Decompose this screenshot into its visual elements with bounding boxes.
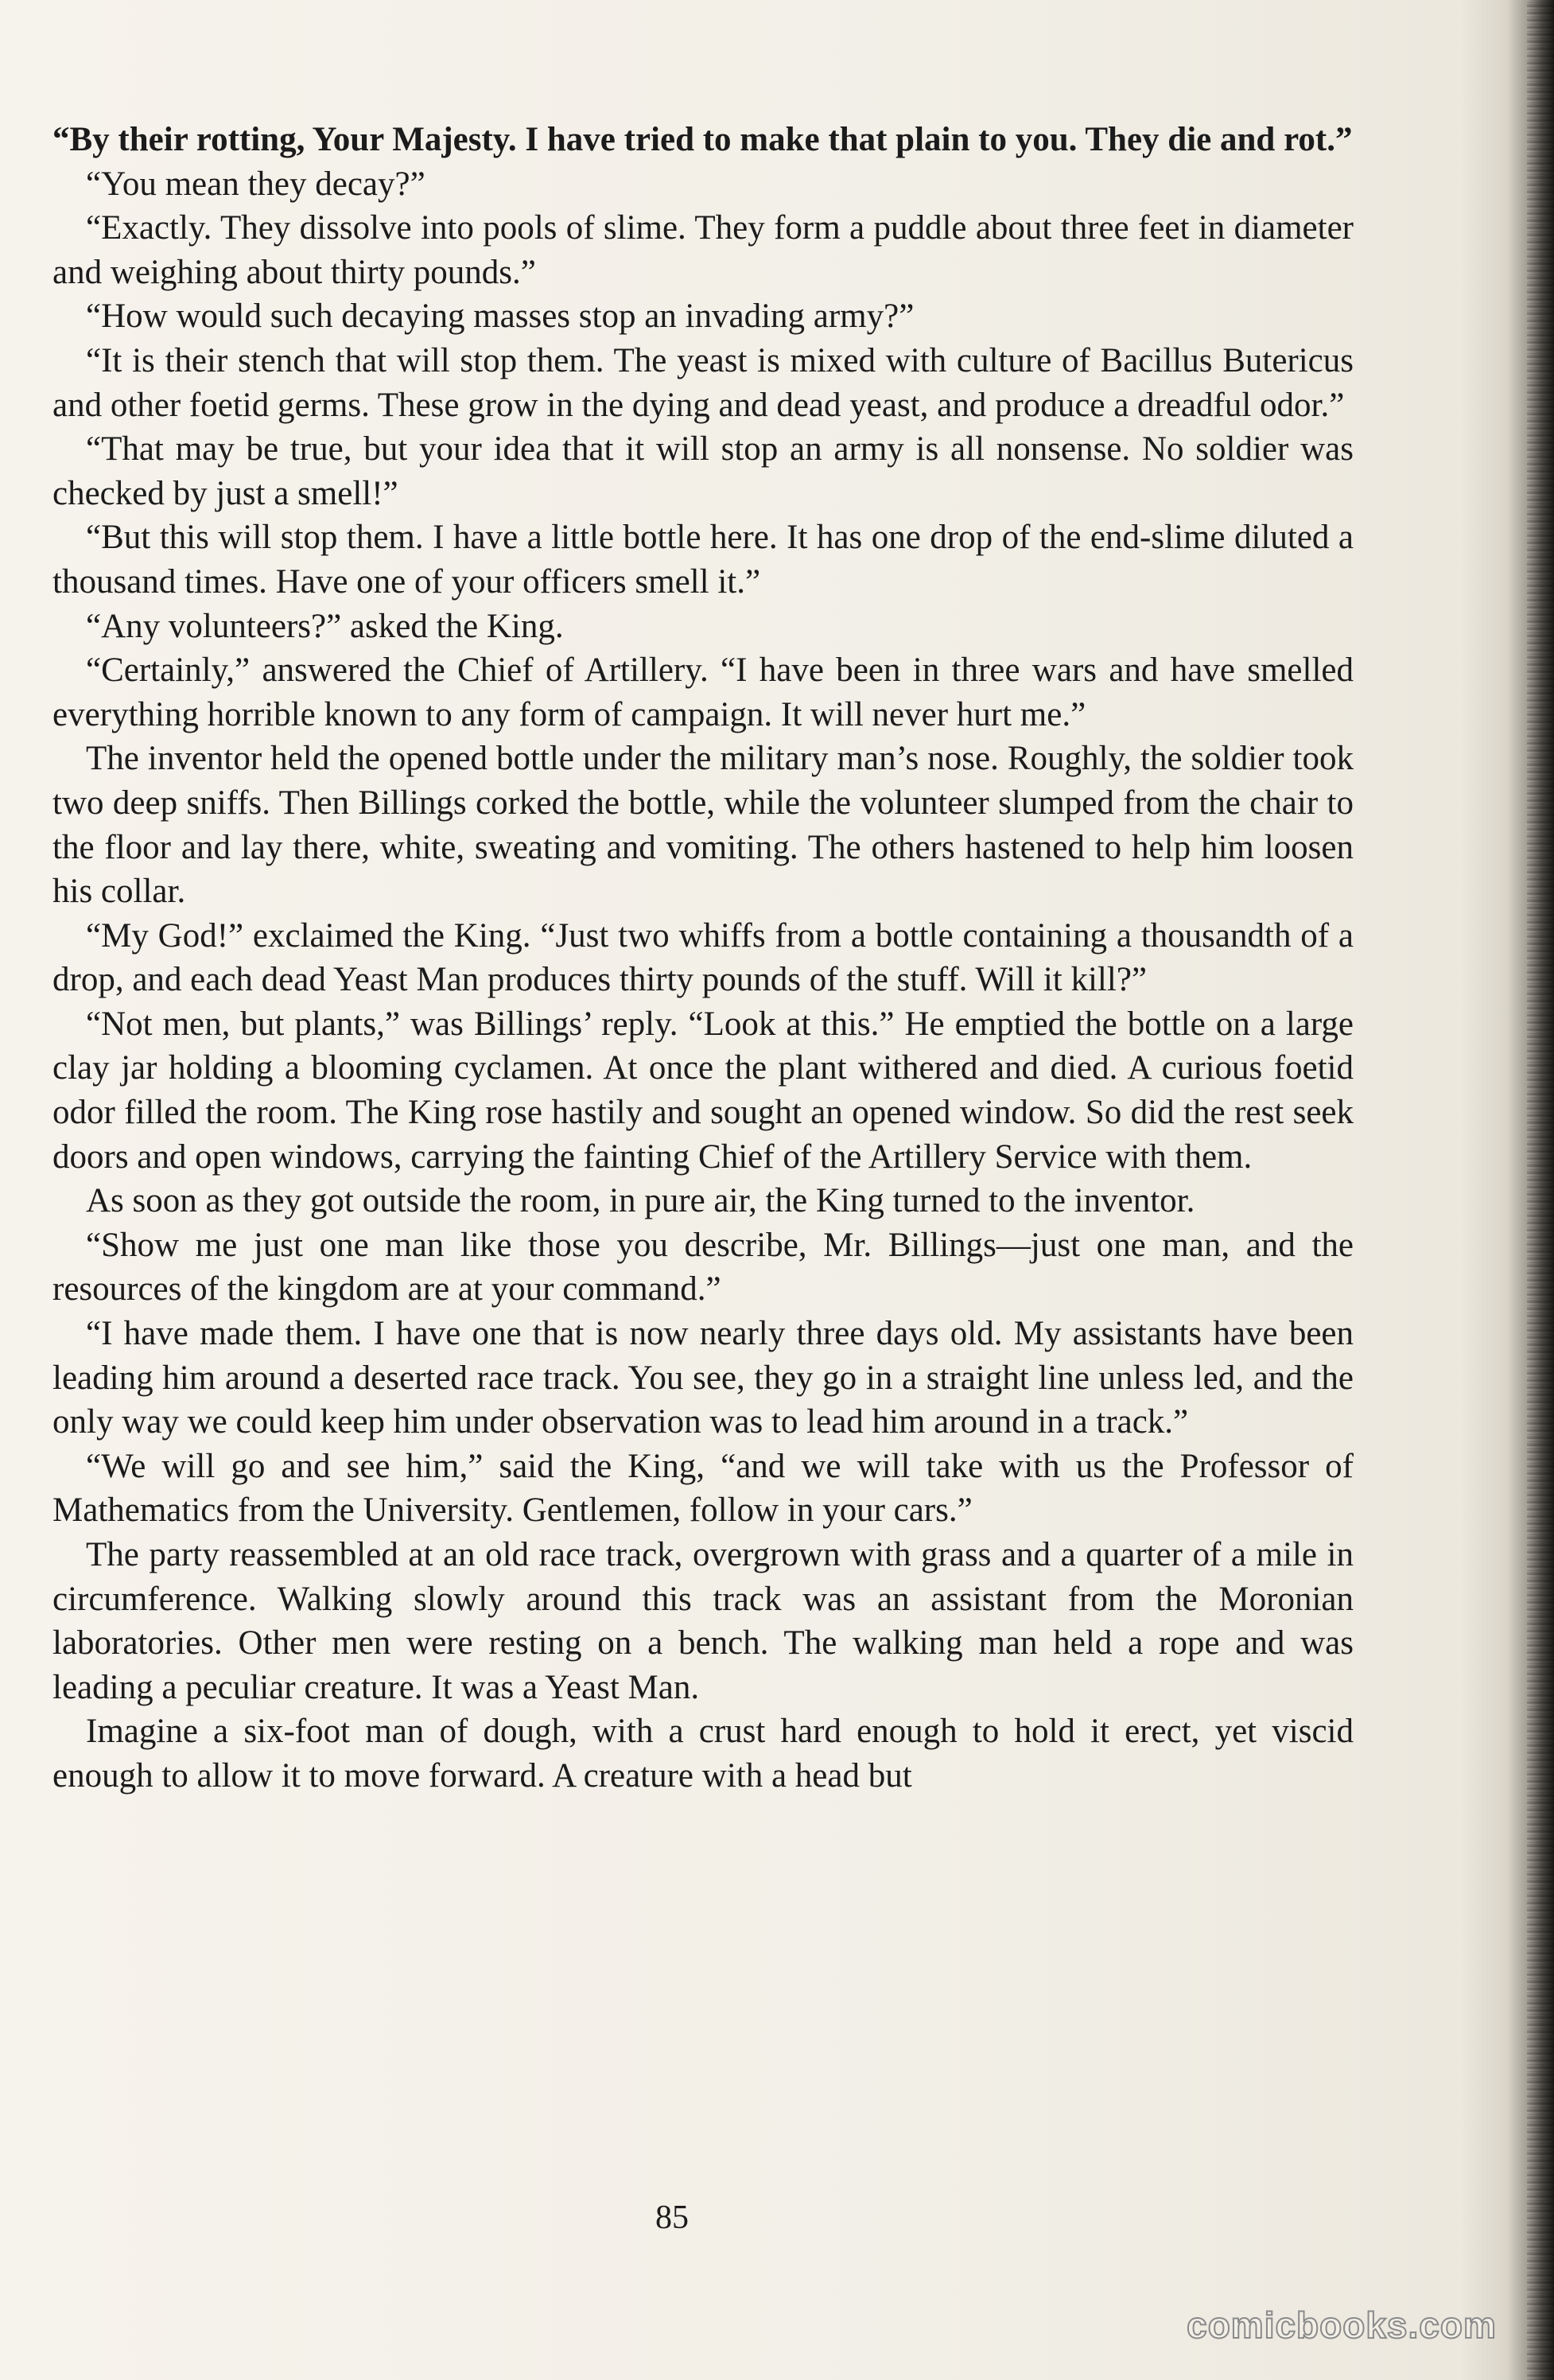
paragraph: “Any volunteers?” asked the King. — [86, 607, 564, 645]
paragraph: Imagine a six-foot man of dough, with a crust hard enough to hold it erect, yet viscid enough to allow it to move forward. A creature with a head but — [52, 1713, 1354, 1795]
paragraph: As soon as they got outside the room, in pure air, the King turned to the inventor. — [86, 1182, 1195, 1220]
watermark-logo — [1155, 2301, 1529, 2349]
paragraph: The inventor held the opened bottle under the military man’s nose. Roughly, the soldier took two deep sniffs. Then Billings corked the bottle, while the volunteer slumped from the chair to the floor and lay there, white, sweating and vomiting. The others hastened to help him loosen his collar. — [52, 740, 1354, 911]
paragraph: “It is their stench that will stop them. The yeast is mixed with culture of Bacillus Butericus and other foetid germs. These grow in the dying and dead yeast, and produce a dreadful odor.” — [52, 341, 1354, 424]
paragraph: “By their rotting, Your Majesty. I have tried to make that plain to you. They die and rot.” — [52, 121, 1353, 158]
paragraph: “You mean they decay?” — [86, 165, 425, 203]
paragraph: “Not men, but plants,” was Billings’ reply. “Look at this.” He emptied the bottle on a large clay jar holding a blooming cyclamen. At once the plant withered and died. A curious foetid odor filled the room. The King rose hastily and sought an opened window. So did the rest seek doors and open windows, carrying the fainting Chief of the Artillery Service with them. — [52, 1005, 1354, 1176]
paragraph: “But this will stop them. I have a little bottle here. It has one drop of the end-slime diluted a thousand times. Have one of your officers smell it.” — [52, 519, 1354, 601]
page-binding-edge — [1527, 0, 1554, 2380]
paragraph: The party reassembled at an old race track, overgrown with grass and a quarter of a mile in circumference. Walking slowly around this track was an assistant from the Moronian laboratories. Other men were resting on a bench. The walking man held a rope and was leading a peculiar creature. It was a Yeast Man. — [52, 1536, 1354, 1706]
paragraph: “That may be true, but your idea that it will stop an army is all nonsense. No soldier was checked by just a smell!” — [52, 430, 1354, 512]
paragraph: “My God!” exclaimed the King. “Just two whiffs from a bottle containing a thousandth of a drop, and each dead Yeast Man produces thirty pounds of the stuff. Will it kill?” — [52, 916, 1354, 999]
paragraph: “Show me just one man like those you describe, Mr. Billings—just one man, and the resources of the kingdom are at your command.” — [52, 1226, 1354, 1309]
story-text — [52, 118, 1354, 1799]
paragraph: “We will go and see him,” said the King, “and we will take with us the Professor of Mathematics from the University. Gentlemen, follow in your cars.” — [52, 1447, 1354, 1530]
paragraph: “Certainly,” answered the Chief of Artillery. “I have been in three wars and have smelled everything horrible known to any form of campaign. It will never hurt me.” — [52, 651, 1354, 733]
paragraph: “I have made them. I have one that is now nearly three days old. My assistants have been leading him around a deserted race track. You see, they go in a straight line unless led, and the only way we could keep him under observation was to lead him around in a track.” — [52, 1315, 1354, 1441]
watermark-text: comicbooks.com — [1187, 2304, 1497, 2346]
page-number: 85 — [655, 2199, 689, 2236]
paragraph: “How would such decaying masses stop an invading army?” — [86, 298, 915, 336]
paragraph: “Exactly. They dissolve into pools of slime. They form a puddle about three feet in diameter and weighing about thirty pounds.” — [52, 209, 1354, 291]
